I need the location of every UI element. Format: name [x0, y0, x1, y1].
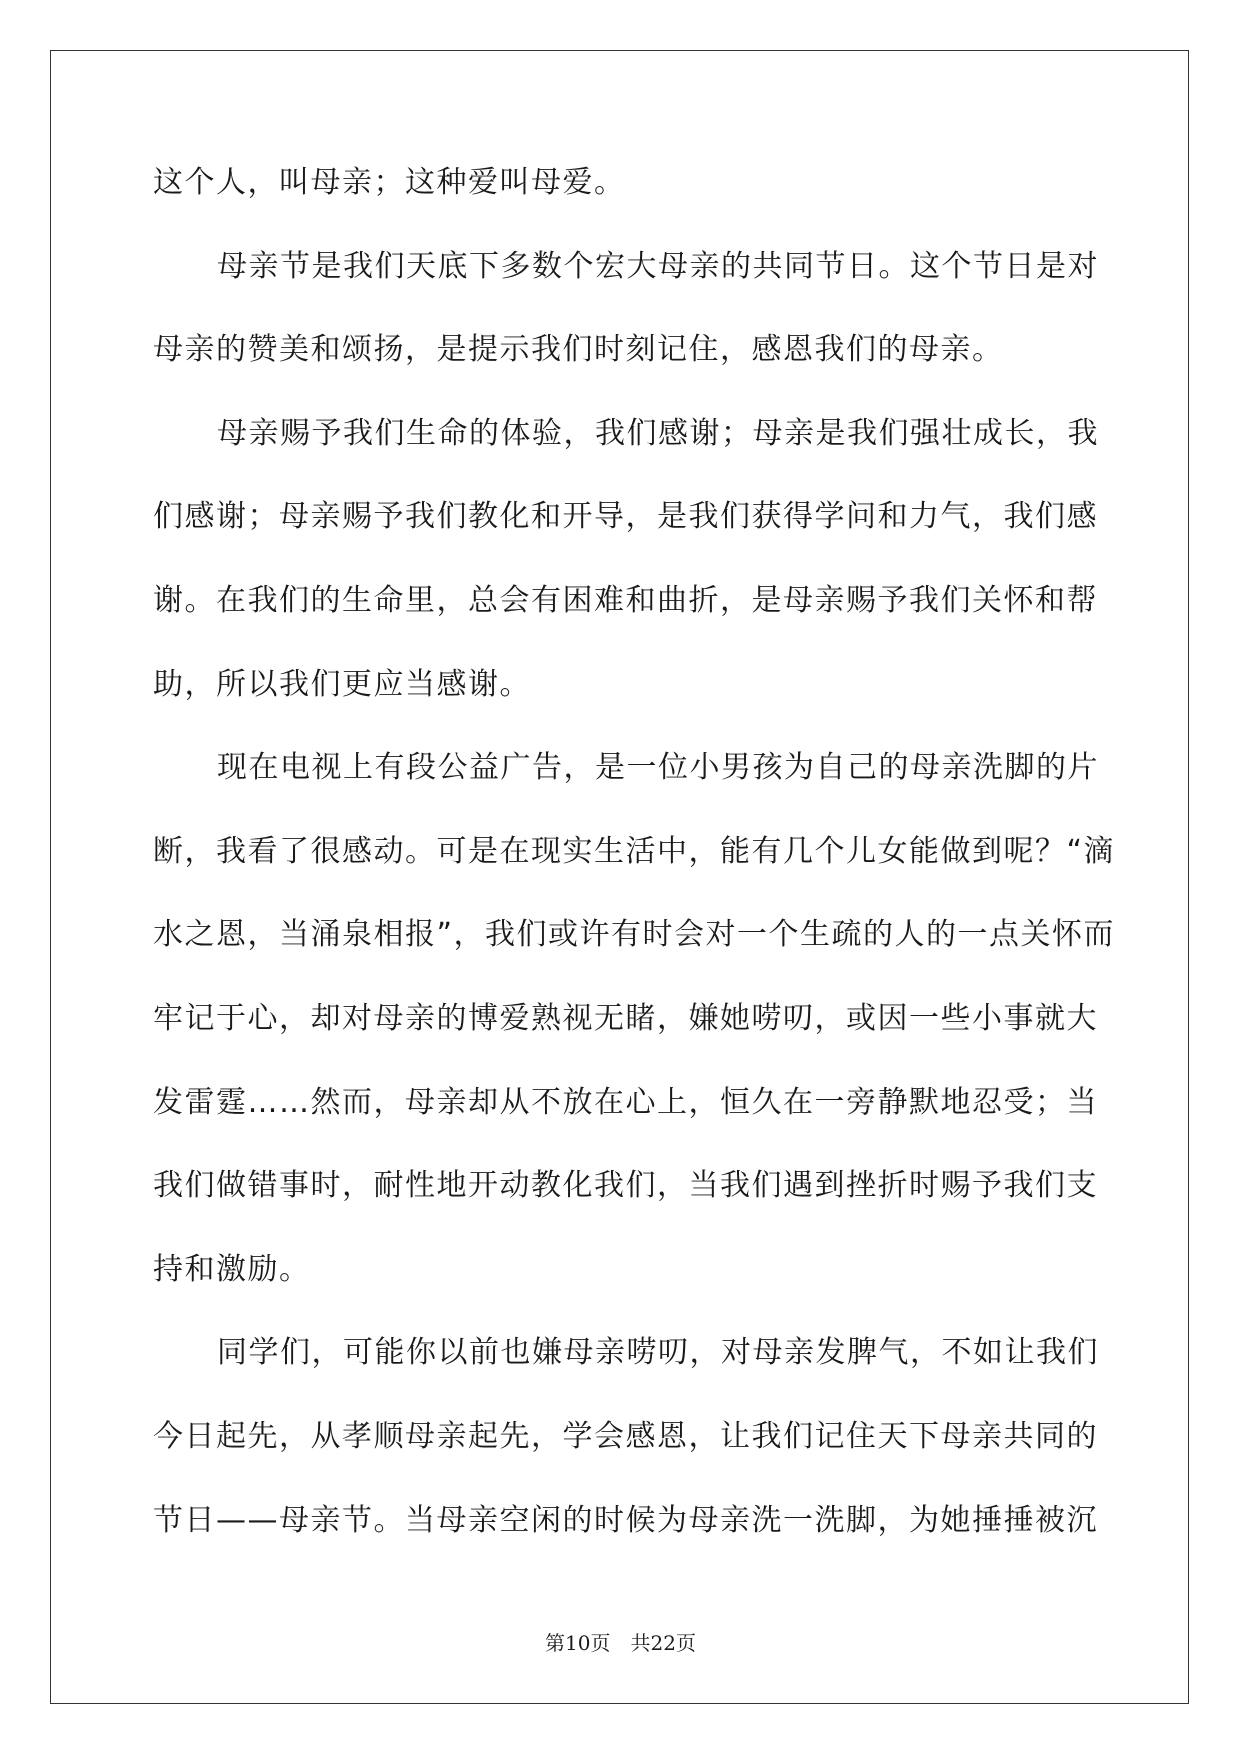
text-line: 牢记于心，却对母亲的博爱熟视无睹，嫌她唠叨，或因一些小事就大 — [153, 1000, 1098, 1036]
text-line: 助，所以我们更应当感谢。 — [153, 666, 531, 702]
text-line: 断，我看了很感动。可是在现实生活中，能有几个儿女能做到呢？“滴 — [153, 833, 1116, 869]
text-line: 母亲赐予我们生命的体验，我们感谢；母亲是我们强壮成长，我 — [217, 415, 1099, 451]
text-line: 这个人，叫母亲；这种爱叫母爱。 — [153, 165, 626, 200]
document-body — [153, 163, 1116, 1584]
text-line: 水之恩，当涌泉相报”，我们或许有时会对一个生疏的人的一点关怀而 — [153, 917, 1116, 953]
text-line: 我们做错事时，耐性地开动教化我们，当我们遇到挫折时赐予我们支 — [153, 1168, 1098, 1204]
text-line: 节日——母亲节。当母亲空闲的时候为母亲洗一洗脚，为她捶捶被沉 — [153, 1502, 1098, 1538]
text-line: 同学们，可能你以前也嫌母亲唠叨，对母亲发脾气，不如让我们 — [217, 1335, 1099, 1371]
text-line: 持和激励。 — [153, 1251, 311, 1287]
text-line: 发雷霆……然而，母亲却从不放在心上，恒久在一旁静默地忍受；当 — [153, 1084, 1098, 1120]
text-line: 们感谢；母亲赐予我们教化和开导，是我们获得学问和力气，我们感 — [153, 499, 1098, 535]
text-line: 今日起先，从孝顺母亲起先，学会感恩，让我们记住天下母亲共同的 — [153, 1418, 1098, 1454]
page-number-footer: 第10页 共22页 — [545, 1631, 696, 1655]
text-line: 母亲节是我们天底下多数个宏大母亲的共同节日。这个节日是对 — [217, 248, 1099, 284]
text-line: 现在电视上有段公益广告，是一位小男孩为自己的母亲洗脚的片 — [217, 750, 1099, 786]
text-line: 母亲的赞美和颂扬，是提示我们时刻记住，感恩我们的母亲。 — [153, 332, 1004, 368]
text-line: 谢。在我们的生命里，总会有困难和曲折，是母亲赐予我们关怀和帮 — [153, 582, 1098, 618]
